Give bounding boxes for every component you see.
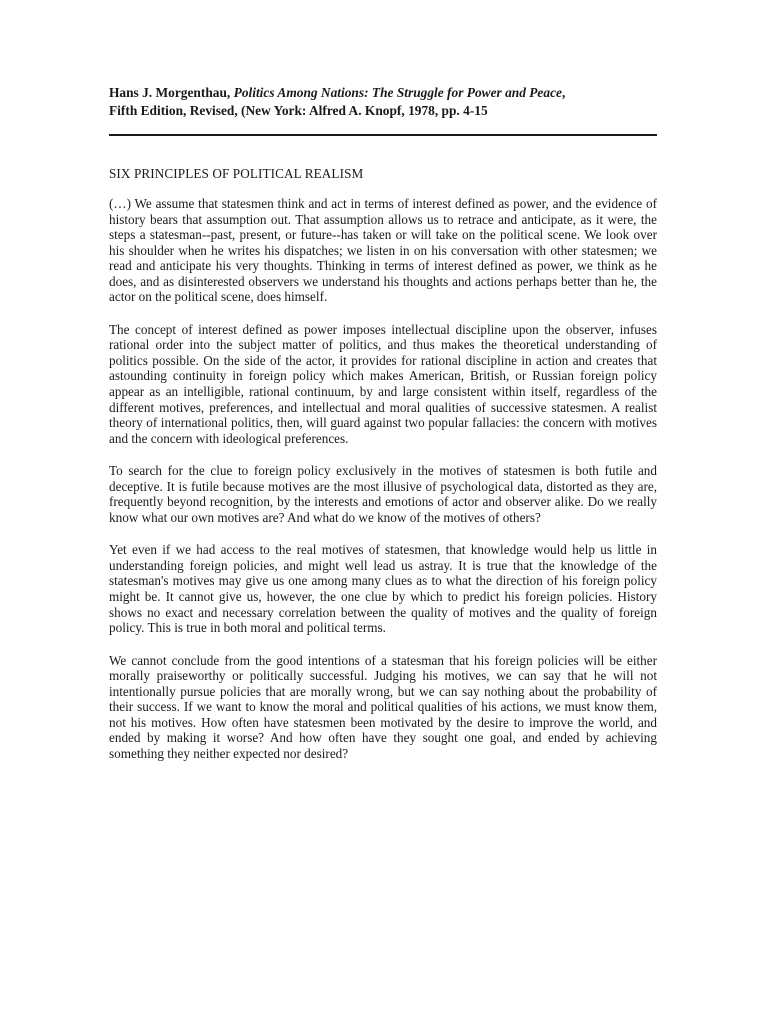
paragraph-1: (…) We assume that statesmen think and act in terms of interest defined as power, and the evidence of history bears that assumption out. That assumption allows us to retrace and anticipate, as it were, the steps a statesman--past, present, or future--has taken or will take on the political scene. We look over his shoulder when he writes his dispatches; we listen in on his conversation with other statesmen; we read and anticipate his very thoughts. Thinking in terms of interest defined as power, we think as he does, and as disinterested observers we understand his thoughts and actions perhaps better than he, the actor on the political scene, does himself. xyxy=(109,196,657,305)
citation xyxy=(109,84,657,120)
document-content xyxy=(109,84,657,762)
paragraph-5: We cannot conclude from the good intentions of a statesman that his foreign policies will be either morally praiseworthy or politically successful. Judging his motives, we can say that he will not intentionally pursue policies that are morally wrong, but we can say nothing about the probability of their success. If we want to know the moral and political qualities of his actions, we must know them, not his motives. How often have statesmen been motivated by the desire to improve the world, and ended by making it worse? And how often have they sought one goal, and ended by achieving something they neither expected nor desired? xyxy=(109,652,657,761)
citation-publication: Fifth Edition, Revised, (New York: Alfred A. Knopf, 1978, pp. 4-15 xyxy=(109,103,488,118)
section-heading: SIX PRINCIPLES OF POLITICAL REALISM xyxy=(109,166,364,181)
citation-title-comma: , xyxy=(561,85,566,100)
paragraph-3: To search for the clue to foreign policy exclusively in the motives of statesmen is both futile and deceptive. It is futile because motives are the most illusive of psychological data, distorted as they are, frequently beyond recognition, by the interests and emotions of actor and observer alike. Do we really know what our own motives are? And what do we know of the motives of others? xyxy=(109,463,657,525)
citation-title: Politics Among Nations: The Struggle for Power and Peace xyxy=(233,85,562,100)
paragraph-2: The concept of interest defined as power imposes intellectual discipline upon the observer, infuses rational order into the subject matter of politics, and thus makes the theoretical understanding of politics possible. On the side of the actor, it provides for rational discipline in action and creates that astounding continuity in foreign policy which makes American, British, or Russian foreign policy appear as an intelligible, rational continuum, by and large consistent within itself, regardless of the different motives, preferences, and intellectual and moral qualities of successive statesmen. A realist theory of international politics, then, will guard against two popular fallacies: the concern with motives and the concern with ideological preferences. xyxy=(109,321,657,446)
paragraph-4: Yet even if we had access to the real motives of statesmen, that knowledge would help us little in understanding foreign policies, and might well lead us astray. It is true that the knowledge of the statesman's motives may give us one among many clues as to what the direction of his foreign policy might be. It cannot give us, however, the one clue by which to predict his foreign policies. History shows no exact and necessary correlation between the quality of motives and the quality of foreign policy. This is true in both moral and political terms. xyxy=(109,542,657,636)
citation-author: Hans J. Morgenthau, xyxy=(109,85,231,100)
horizontal-rule xyxy=(109,134,657,136)
